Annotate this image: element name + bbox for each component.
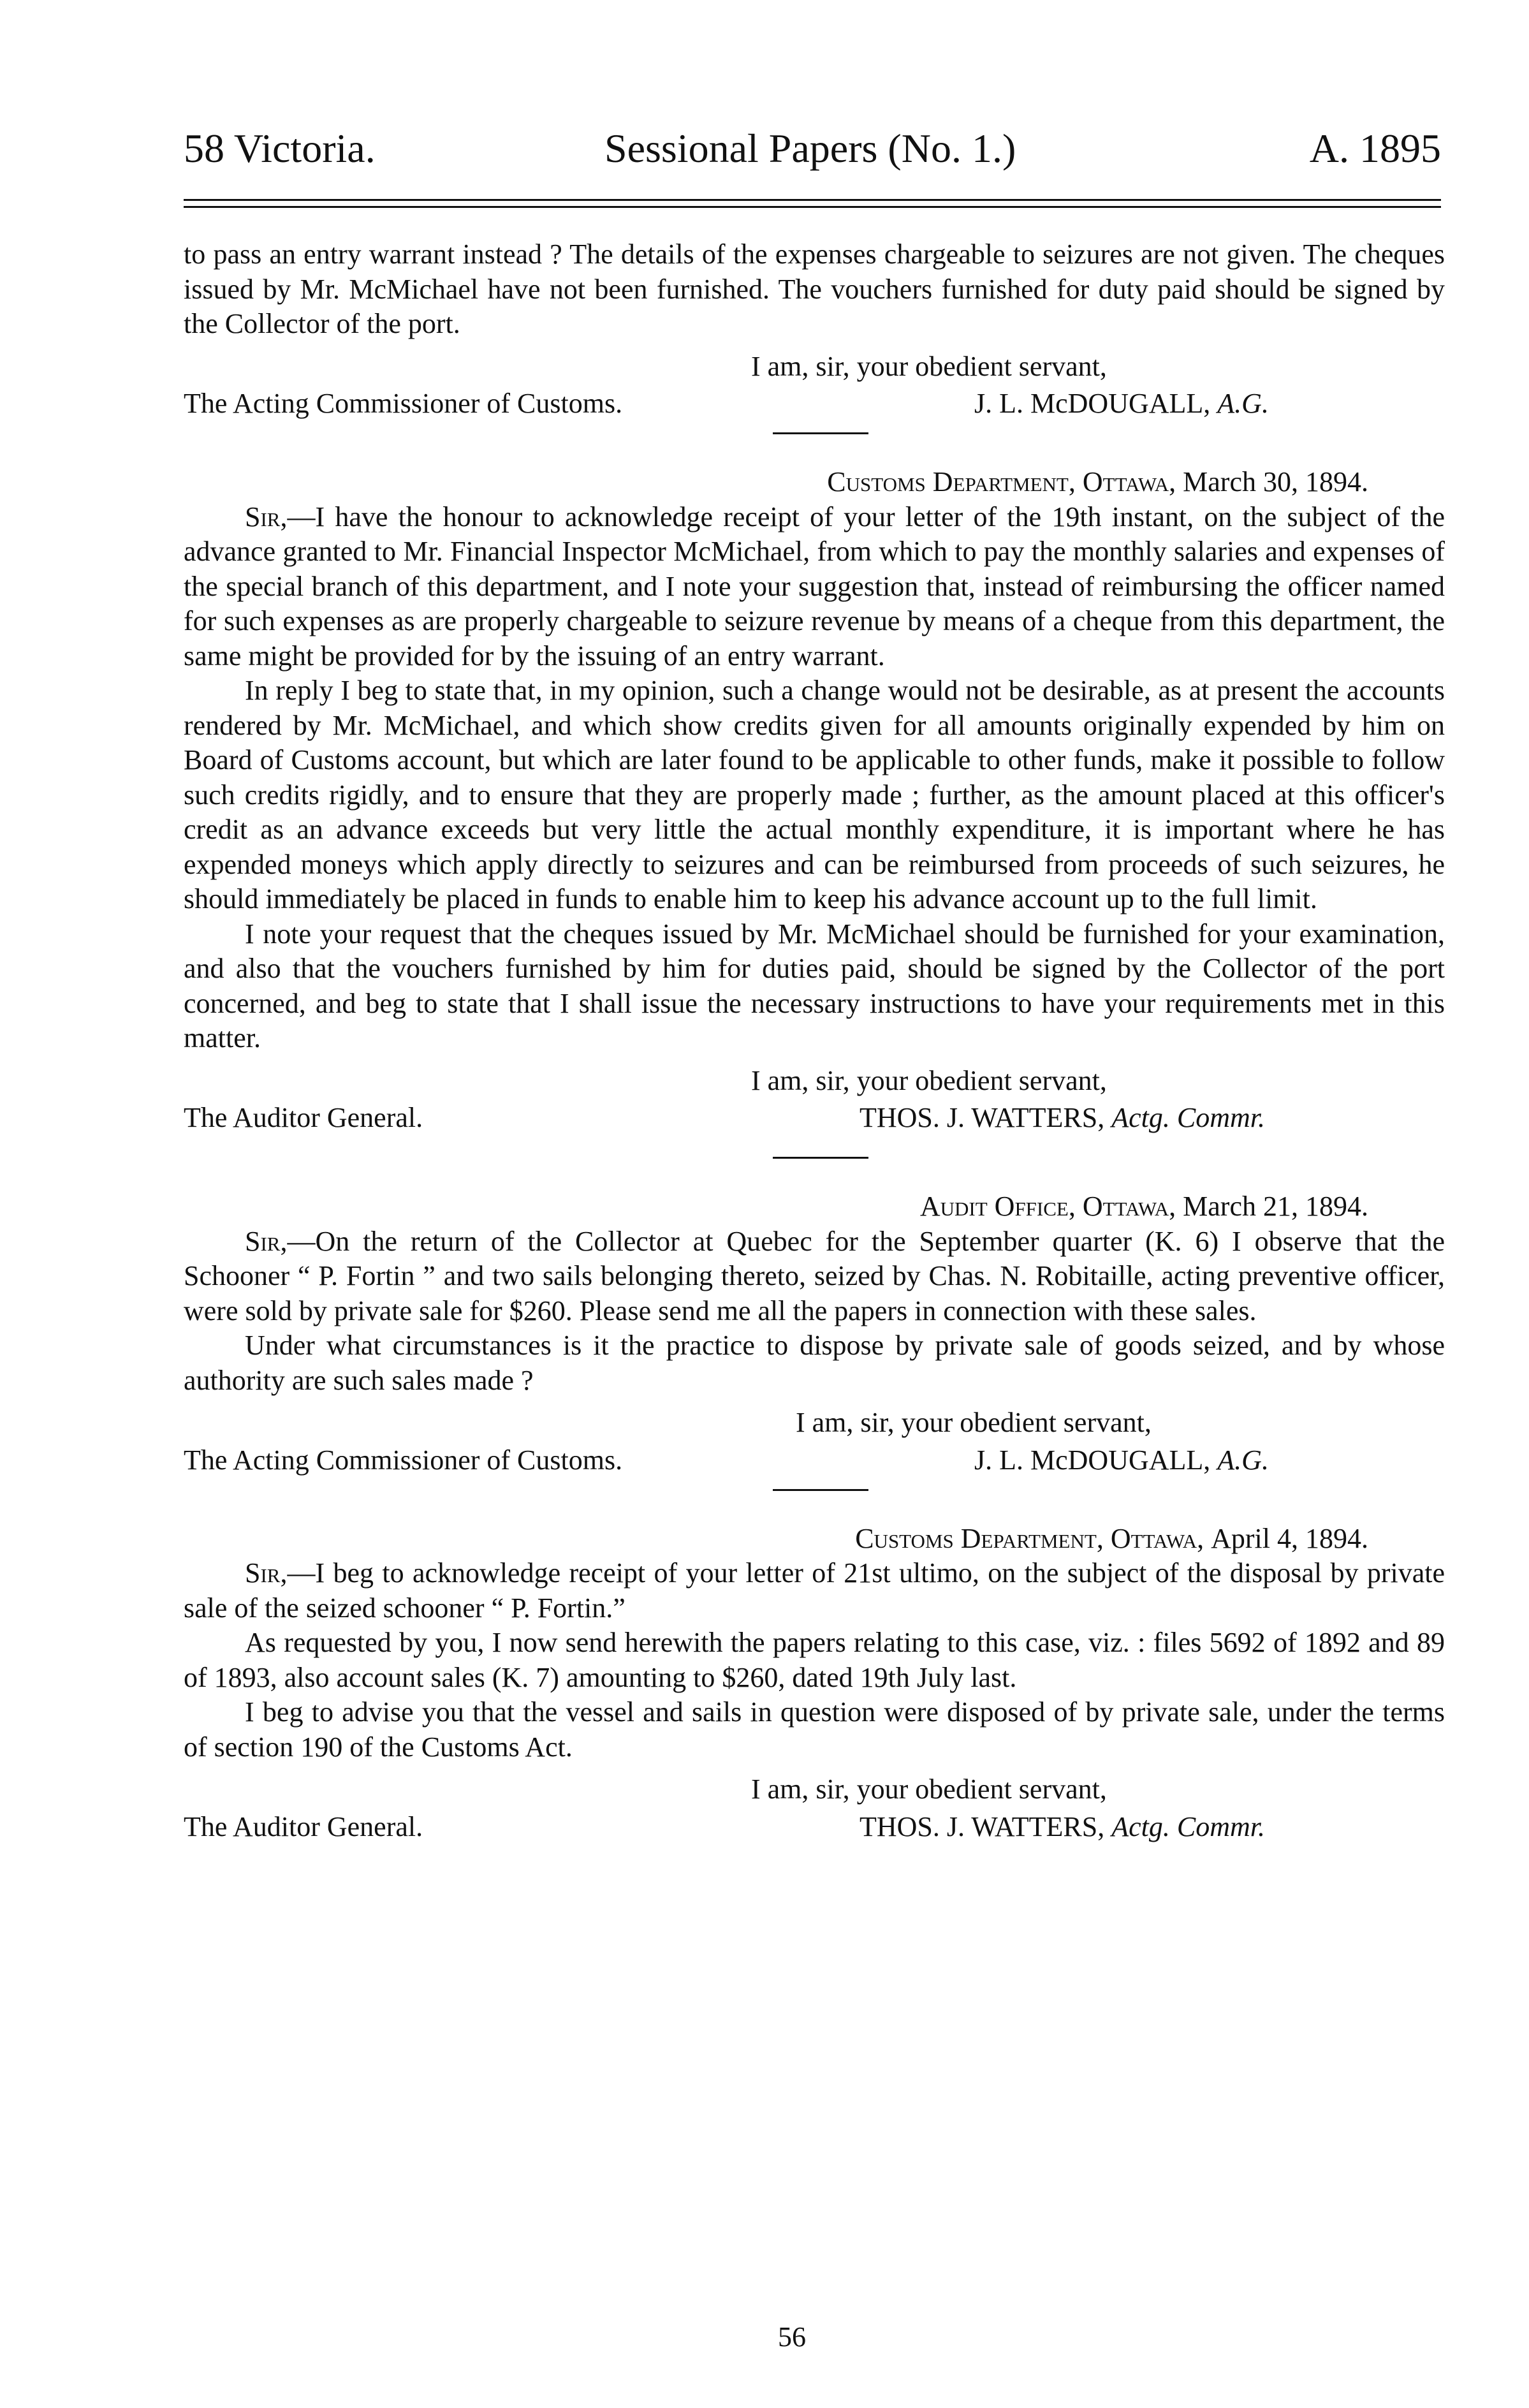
letter-1-signer: J. L. McDOUGALL, <box>974 388 1211 419</box>
letter-2-paragraph-1 <box>184 500 1445 674</box>
letter-3-addressee: The Acting Commissioner of Customs. <box>184 1444 623 1476</box>
letter-2-date: March 30, 1894. <box>1183 466 1368 497</box>
letter-4-addressee: The Auditor General. <box>184 1810 423 1842</box>
header-volume: 58 Victoria. <box>184 126 376 171</box>
letter-4-origin: Customs Department, Ottawa, <box>855 1522 1204 1554</box>
letter-1-signature <box>974 386 1269 422</box>
letter-3-closing: I am, sir, your obedient servant, <box>796 1407 1152 1438</box>
letter-4-paragraph-2: As requested by you, I now send herewith the papers relating to this case, viz. : files 5692 of 1892 and 89 of 1893, also account sales (K. 7) amounting to $260, dated 19th July last. <box>184 1627 1445 1693</box>
letter-2-addressee: The Auditor General. <box>184 1102 423 1133</box>
letter-3-paragraph-2: Under what circumstances is it the practice to dispose by private sale of goods seized, and by whose authority are such sales made ? <box>184 1330 1445 1396</box>
page-number: 56 <box>778 2321 806 2353</box>
letter-3-dateline <box>184 1189 1445 1224</box>
letter-3-salutation: Sir, <box>245 1225 288 1257</box>
letter-4-paragraph-1 <box>184 1556 1445 1626</box>
letter-4-closing: I am, sir, your obedient servant, <box>751 1773 1107 1805</box>
letter-1-addressee: The Acting Commissioner of Customs. <box>184 388 623 419</box>
letter-1 <box>184 237 1445 434</box>
page-header <box>184 120 1441 177</box>
header-title: Sessional Papers (No. 1.) <box>604 126 1016 171</box>
letter-4-signer: THOS. J. WATTERS, <box>860 1810 1105 1842</box>
letter-2-origin: Customs Department, Ottawa, <box>827 466 1176 497</box>
letter-4-signer-title: Actg. Commr. <box>1111 1810 1266 1842</box>
letter-2-signature-row <box>184 1101 1445 1138</box>
letter-4-paragraph-1-text: —I beg to acknowledge receipt of your letter of 21st ultimo, on the subject of the disposal by private sale of the seized schooner “ P. Fortin.” <box>184 1557 1445 1624</box>
letter-2-signer: THOS. J. WATTERS, <box>860 1102 1105 1133</box>
letter-1-closing: I am, sir, your obedient servant, <box>751 350 1107 382</box>
letter-3-signature <box>974 1443 1269 1478</box>
letter-4-signature <box>860 1810 1265 1845</box>
letter-3-date: March 21, 1894. <box>1183 1191 1368 1222</box>
letter-4-dateline <box>184 1522 1445 1557</box>
letter-1-signature-row <box>184 386 1445 423</box>
letter-separator-3 <box>773 1489 868 1491</box>
letter-2 <box>184 465 1445 1159</box>
letter-2-paragraph-2: In reply I beg to state that, in my opinion, such a change would not be desirable, as at present the accounts rendered by Mr. McMichael, and which show credits given for all amounts originally expended by him on Board of Customs account, but which are later found to be applicable to other funds, make it possible to follow such credits rigidly, and to ensure that they are properly made ; further, as the amount placed at this officer's credit as an advance exceeds but very little the actual monthly expenditure, it is important where he has expended moneys which apply directly to seizures and can be reimbursed from proceeds of such seizures, he should immediately be placed in funds to enable him to keep his advance account up to the full limit. <box>184 675 1445 914</box>
letter-4-salutation: Sir, <box>245 1557 288 1589</box>
letter-2-signer-title: Actg. Commr. <box>1111 1102 1266 1133</box>
letter-separator-1 <box>773 432 868 434</box>
letter-2-signature <box>860 1101 1265 1136</box>
letter-2-closing: I am, sir, your obedient servant, <box>751 1064 1107 1096</box>
letter-separator-2 <box>773 1157 868 1159</box>
letter-1-signer-title: A.G. <box>1217 388 1269 419</box>
letter-4-paragraph-3: I beg to advise you that the vessel and sails in question were disposed of by private sale, under the terms of section 190 of the Customs Act. <box>184 1696 1445 1763</box>
letter-3-origin: Audit Office, Ottawa, <box>919 1191 1176 1222</box>
letter-3-paragraph-1-text: —On the return of the Collector at Quebec for the September quarter (K. 6) I observe that the Schooner “ P. Fortin ” and two sails belonging thereto, seized by Chas. N. Robitaille, acting preventive officer, were sold by private sale for $260. Please send me all the papers in connection with these sales. <box>184 1225 1445 1326</box>
letter-3-signer-title: A.G. <box>1217 1444 1269 1476</box>
letter-3-signer: J. L. McDOUGALL, <box>974 1444 1211 1476</box>
letter-2-dateline <box>184 465 1445 500</box>
letter-2-paragraph-1-text: —I have the honour to acknowledge receipt of your letter of the 19th instant, on the subject of the advance granted to Mr. Financial Inspector McMichael, from which to pay the monthly salaries and expenses of the special branch of this department, and I note your suggestion that, instead of reimbursing the officer named for such expenses as are properly chargeable to seizure revenue by means of a cheque from this department, the same might be provided for by the issuing of an entry warrant. <box>184 501 1445 672</box>
letter-4-signature-row <box>184 1810 1445 1847</box>
letter-4-date: April 4, 1894. <box>1211 1522 1368 1554</box>
header-rule <box>184 199 1441 208</box>
letter-3-signature-row <box>184 1443 1445 1480</box>
page-content <box>184 237 1445 1847</box>
header-year: A. 1895 <box>1309 126 1441 171</box>
letter-3-paragraph-1 <box>184 1224 1445 1329</box>
letter-2-paragraph-3: I note your request that the cheques issued by Mr. McMichael should be furnished for your examination, and also that the vouchers furnished by him for duties paid, should be signed by the Collector of the port concerned, and beg to state that I shall issue the necessary instructions to have your requirements met in this matter. <box>184 918 1445 1054</box>
letter-4 <box>184 1522 1445 1847</box>
letter-2-salutation: Sir, <box>245 501 288 532</box>
letter-1-paragraph: to pass an entry warrant instead ? The details of the expenses chargeable to seizures are not given. The cheques issued by Mr. McMichael have not been furnished. The vouchers furnished for duty paid should be signed by the Collector of the port. <box>184 239 1445 339</box>
letter-3 <box>184 1189 1445 1491</box>
